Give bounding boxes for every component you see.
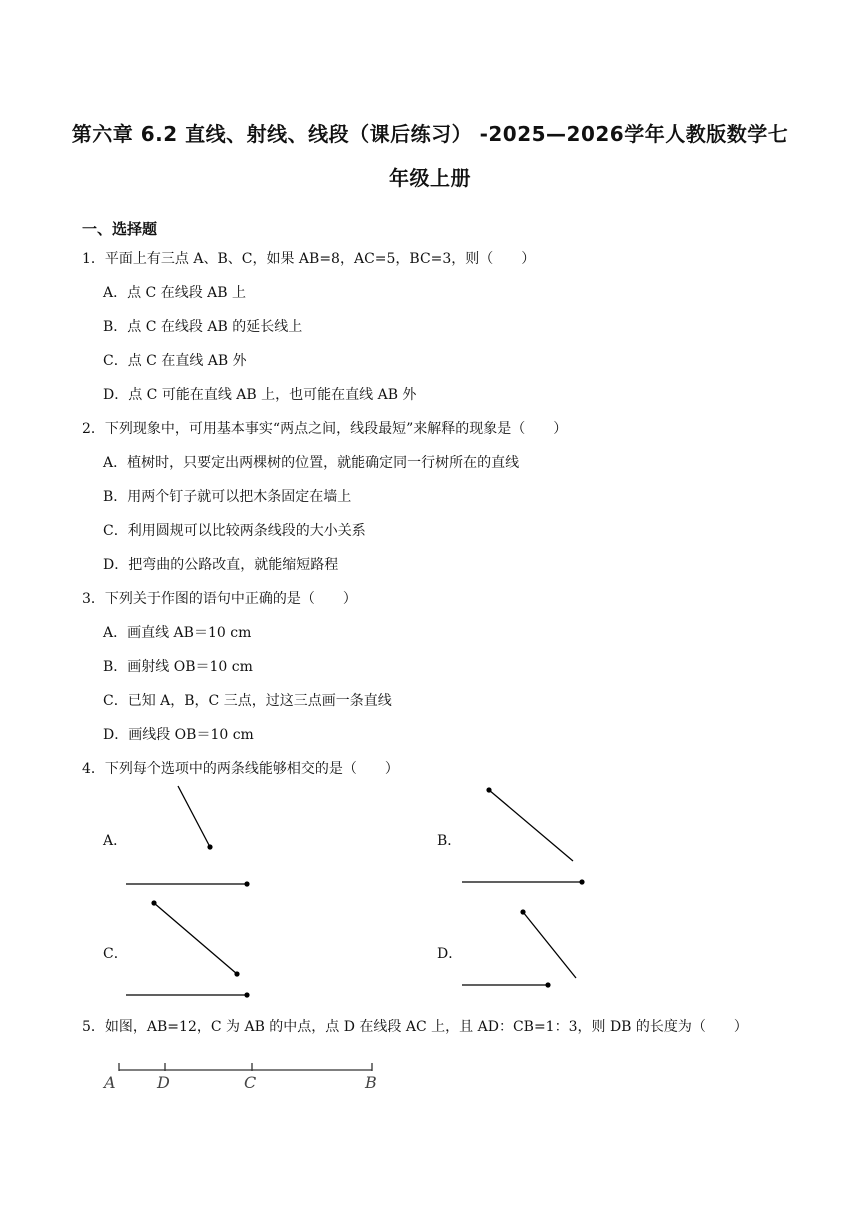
- q3-option-b: B．画射线 OB＝10 cm: [103, 659, 253, 675]
- q3-option-d: D．画线段 OB＝10 cm: [103, 727, 254, 743]
- q5-stem: 5．如图，AB=12，C 为 AB 的中点，点 D 在线段 AC 上，且 AD：CB=1：3，则 DB 的长度为（ ）: [82, 1019, 748, 1035]
- q1-option-d: D．点 C 可能在直线 AB 上，也可能在直线 AB 外: [103, 387, 417, 403]
- q4-label-c: C．: [103, 946, 128, 962]
- page-title-line-1: 第六章 6.2 直线、射线、线段（课后练习） -2025—2026学年人教版数学七: [71, 122, 789, 146]
- q5-figure: [119, 1063, 372, 1071]
- q2-option-b: B．用两个钉子就可以把木条固定在墙上: [103, 489, 352, 505]
- q2-option-c: C．利用圆规可以比较两条线段的大小关系: [103, 523, 366, 539]
- q3-option-a: A．画直线 AB＝10 cm: [103, 625, 252, 641]
- q5-point-c: C: [244, 1073, 257, 1092]
- q4-figure-b: [462, 787, 585, 884]
- q1-option-c: C．点 C 在直线 AB 外: [103, 353, 247, 369]
- q4-stem: 4．下列每个选项中的两条线能够相交的是（ ）: [82, 761, 399, 777]
- page-title-line-2: 年级上册: [389, 166, 471, 190]
- q3-stem: 3．下列关于作图的语句中正确的是（ ）: [82, 591, 357, 607]
- q2-option-d: D．把弯曲的公路改直，就能缩短路程: [103, 557, 339, 573]
- q5-point-d: D: [157, 1073, 170, 1092]
- q5-point-b: B: [365, 1073, 377, 1092]
- q2-stem: 2．下列现象中，可用基本事实“两点之间，线段最短”来解释的现象是（ ）: [82, 421, 568, 437]
- q1-option-b: B．点 C 在线段 AB 的延长线上: [103, 319, 303, 335]
- q4-label-b: B．: [437, 833, 462, 849]
- q2-option-a: A．植树时，只要定出两棵树的位置，就能确定同一行树所在的直线: [103, 455, 520, 471]
- q1-option-a: A．点 C 在线段 AB 上: [103, 285, 247, 301]
- q4-figure-d: [462, 909, 576, 987]
- q4-label-d: D．: [437, 946, 463, 962]
- q4-figure-c: [126, 900, 250, 997]
- q1-stem: 1．平面上有三点 A、B、C，如果 AB=8，AC=5，BC=3，则（ ）: [82, 251, 536, 267]
- q5-point-a: A: [104, 1073, 116, 1092]
- q4-figure-a: [126, 786, 250, 887]
- section-heading: 一、选择题: [82, 220, 158, 238]
- q4-label-a: A．: [103, 833, 128, 849]
- q3-option-c: C．已知 A，B，C 三点，过这三点画一条直线: [103, 693, 392, 709]
